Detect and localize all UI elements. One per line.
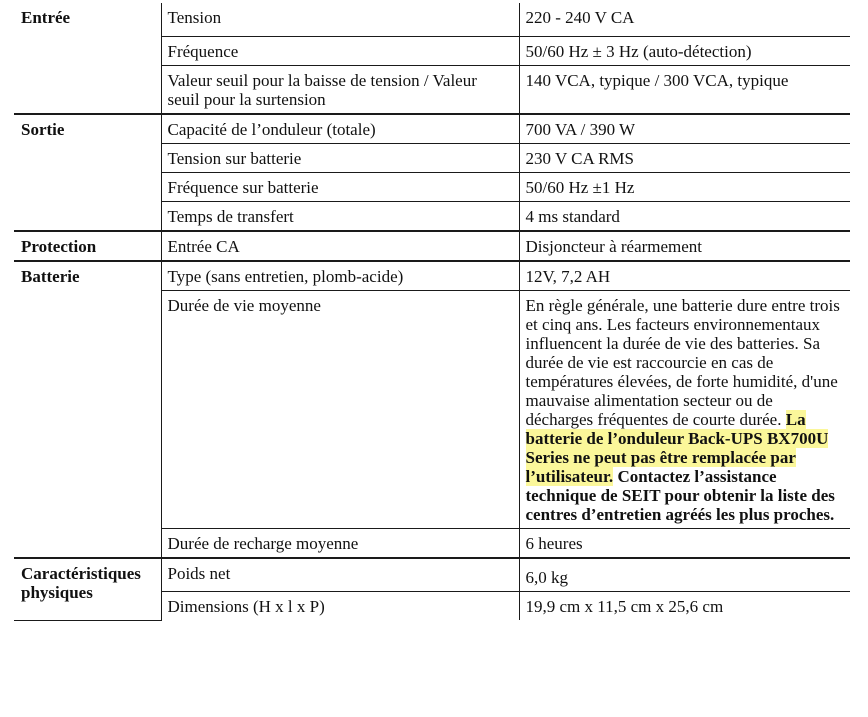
label-duree-vie: Durée de vie moyenne bbox=[161, 291, 519, 529]
value-transfert: 4 ms standard bbox=[519, 202, 850, 232]
table-row bbox=[14, 114, 850, 144]
value-entree-ca: Disjoncteur à réarmement bbox=[519, 231, 850, 261]
label-entree-ca: Entrée CA bbox=[161, 231, 519, 261]
section-physiques: Caractéristiques physiques bbox=[14, 558, 161, 620]
label-seuil: Valeur seuil pour la baisse de tension / Valeur seuil pour la surtension bbox=[161, 66, 519, 115]
value-dimensions: 19,9 cm x 11,5 cm x 25,6 cm bbox=[525, 597, 724, 616]
label-transfert: Temps de transfert bbox=[161, 202, 519, 232]
battery-life-text: En règle générale, une batterie dure entre trois et cinq ans. Les facteurs environnementaux influencent la durée de vie des batteries. Sa durée de vie est raccourcie en cas de températures élevées, de forte humidité, d'une mauvaise alimentation secteur ou de décharges fréquentes de courte durée. bbox=[525, 296, 840, 429]
label-frequence-batterie: Fréquence sur batterie bbox=[161, 173, 519, 202]
value-frequence-batterie: 50/60 Hz ±1 Hz bbox=[519, 173, 850, 202]
table-row bbox=[14, 231, 850, 261]
table-row bbox=[14, 558, 850, 592]
label-type: Type (sans entretien, plomb-acide) bbox=[161, 261, 519, 291]
label-tension-batterie: Tension sur batterie bbox=[161, 144, 519, 173]
label-capacite: Capacité de l’onduleur (totale) bbox=[161, 114, 519, 144]
table-row bbox=[14, 261, 850, 291]
label-poids: Poids net bbox=[161, 558, 519, 592]
label-dimensions: Dimensions (H x l x P) bbox=[161, 592, 519, 621]
value-capacite: 700 VA / 390 W bbox=[519, 114, 850, 144]
highlighted-note: La batterie de l’onduleur Back-UPS BX700U Series ne peut pas être remplacée par l’utilisateur. bbox=[525, 410, 829, 486]
section-batterie: Batterie bbox=[14, 261, 161, 558]
value-type: 12V, 7,2 AH bbox=[519, 261, 850, 291]
section-protection: Protection bbox=[14, 231, 161, 261]
value-frequence: 50/60 Hz ± 3 Hz (auto-détection) bbox=[519, 37, 850, 66]
specifications-table bbox=[14, 3, 850, 621]
contact-note: Contactez l’assistance technique de SEIT pour obtenir la liste des centres d’entretien agréés les plus proches. bbox=[525, 467, 835, 524]
value-poids: 6,0 kg bbox=[519, 558, 850, 592]
value-duree-vie bbox=[519, 291, 850, 529]
section-sortie: Sortie bbox=[14, 114, 161, 231]
table-row bbox=[14, 3, 850, 37]
value-recharge: 6 heures bbox=[519, 529, 850, 559]
value-tension: 220 - 240 V CA bbox=[519, 3, 850, 37]
value-tension-batterie: 230 V CA RMS bbox=[519, 144, 850, 173]
label-recharge: Durée de recharge moyenne bbox=[161, 529, 519, 559]
label-tension: Tension bbox=[161, 3, 519, 37]
section-entree: Entrée bbox=[14, 3, 161, 114]
value-seuil: 140 VCA, typique / 300 VCA, typique bbox=[519, 66, 850, 115]
label-frequence: Fréquence bbox=[161, 37, 519, 66]
